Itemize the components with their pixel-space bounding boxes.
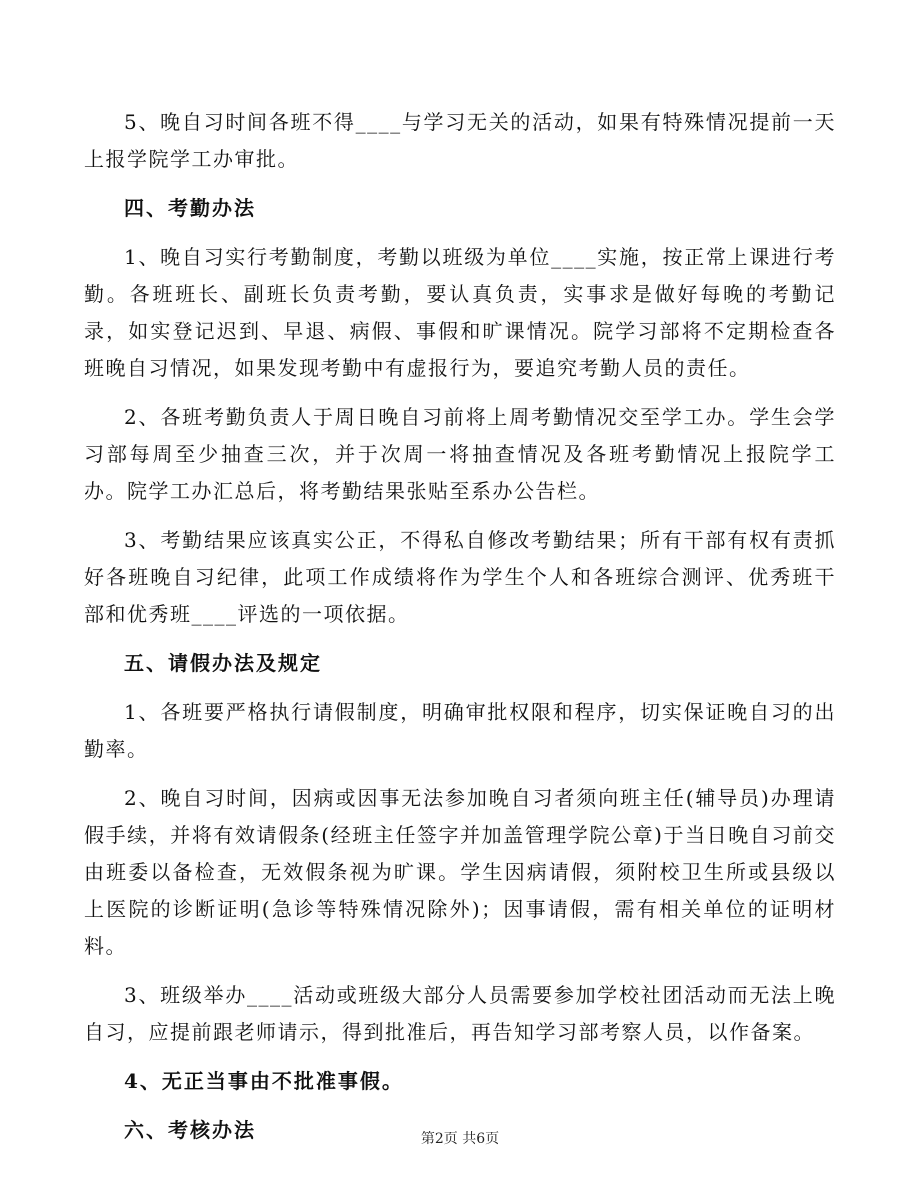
paragraph-attendance-2: 2、各班考勤负责人于周日晚自习前将上周考勤情况交至学工办。学生会学习部每周至少抽查三次，并于次周一将抽查情况及各班考勤情况上报院学工办。院学工办汇总后，将考勤结果张贴至系办公告栏。: [84, 405, 836, 503]
paragraph-leave-2: 2、晚自习时间，因病或因事无法参加晚自习者须向班主任(辅导员)办理请假手续，并将有效请假条(经班主任签字并加盖管理学院公章)于当日晚自习前交由班委以备检查，无效假条视为旷课。学生因病请假，须附校卫生所或县级以上医院的诊断证明(急诊等特殊情况除外)；因事请假，需有相关单位的证明材料。: [84, 786, 836, 958]
section-heading-leave: 五、请假办法及规定: [124, 651, 322, 675]
document-body: [84, 104, 836, 1161]
page-footer-number: 第2页 共6页: [420, 1131, 500, 1147]
paragraph-attendance-3: 3、考勤结果应该真实公正，不得私自修改考勤结果；所有干部有权有责抓好各班晚自习纪律，此项工作成绩将作为学生个人和各班综合测评、优秀班干部和优秀班____评选的一项依据。: [84, 528, 836, 626]
paragraph-leave-3: 3、班级举办____活动或班级大部分人员需要参加学校社团活动而无法上晚自习，应提前跟老师请示，得到批准后，再告知学习部考察人员，以作备案。: [84, 983, 836, 1044]
section-heading-attendance: 四、考勤办法: [124, 196, 256, 220]
paragraph-attendance-1: 1、晚自习实行考勤制度，考勤以班级为单位____实施，按正常上课进行考勤。各班班长、副班长负责考勤，要认真负责，实事求是做好每晚的考勤记录，如实登记迟到、早退、病假、事假和旷课情况。院学习部将不定期检查各班晚自习情况，如果发现考勤中有虚报行为，要追究考勤人员的责任。: [84, 245, 836, 380]
section-heading-assessment: 六、考核办法: [124, 1118, 256, 1142]
paragraph-leave-1: 1、各班要严格执行请假制度，明确审批权限和程序，切实保证晚自习的出勤率。: [84, 700, 836, 761]
paragraph-item-5-activities: 5、晚自习时间各班不得____与学习无关的活动，如果有特殊情况提前一天上报学院学工办审批。: [84, 110, 836, 171]
paragraph-leave-4: 4、无正当事由不批准事假。: [124, 1069, 404, 1093]
